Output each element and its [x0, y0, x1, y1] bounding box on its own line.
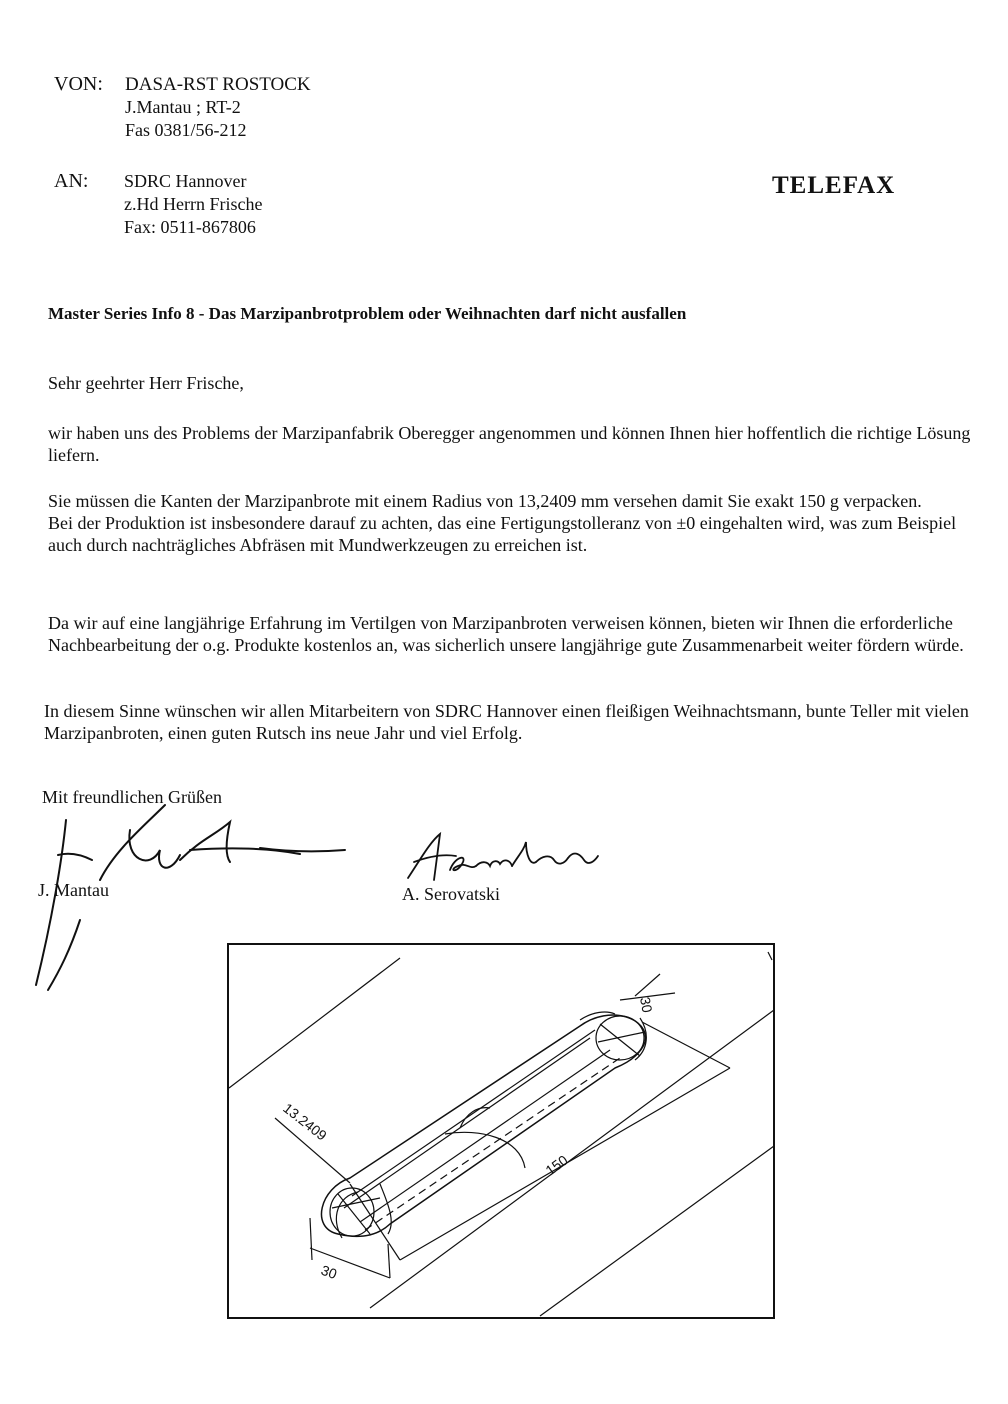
- sender-fax: Fas 0381/56-212: [125, 120, 247, 140]
- sender-block: [125, 73, 311, 142]
- closing: Mit freundlichen Grüßen: [42, 787, 222, 807]
- recipient-fax: Fax: 0511-867806: [124, 217, 256, 237]
- plane-edge-1: [229, 958, 400, 1088]
- recipient-block: [124, 170, 262, 239]
- sender-label: VON:: [54, 73, 103, 95]
- dimension-radius: 13.2409: [280, 1099, 330, 1144]
- subject-line: Master Series Info 8 - Das Marzipanbrotproblem oder Weihnachten darf nicht ausfallen: [48, 304, 687, 323]
- dimension-height: 30: [637, 995, 656, 1014]
- marzipan-bread-cad-drawing: [220, 938, 780, 1322]
- salutation: Sehr geehrter Herr Frische,: [48, 373, 244, 393]
- recipient-label: AN:: [54, 170, 89, 192]
- sender-company: DASA-RST ROSTOCK: [125, 74, 311, 95]
- document-type: TELEFAX: [772, 172, 896, 199]
- sender-person: J.Mantau ; RT-2: [125, 97, 241, 117]
- plane-edge-2: [370, 1010, 774, 1308]
- body-paragraph-1: wir haben uns des Problems der Marzipanfabrik Oberegger angenommen und können Ihnen hier hoffentlich die richtige Lösung liefern.: [48, 423, 971, 465]
- signatory-1-name: J. Mantau: [38, 880, 109, 900]
- dimension-width: 30: [318, 1261, 340, 1283]
- body-paragraph-4: In diesem Sinne wünschen wir allen Mitarbeitern von SDRC Hannover einen fleißigen Weihnachtsmann, bunte Teller mit vielen Marzipanbroten, einen guten Rutsch ins neue Jahr und viel Erfolg.: [44, 701, 969, 743]
- signature-serovatski: [400, 830, 610, 890]
- body-paragraph-2: [48, 490, 978, 556]
- recipient-attention: z.Hd Herrn Frische: [124, 194, 263, 214]
- bread-outline: [321, 1015, 645, 1236]
- body-paragraph-2a: Sie müssen die Kanten der Marzipanbrote mit einem Radius von 13,2409 mm versehen damit Sie exakt 150 g verpacken.: [48, 491, 922, 511]
- dimension-length: 150: [542, 1151, 571, 1179]
- plane-edge-3: [540, 1146, 774, 1316]
- body-paragraph-2b: Bei der Produktion ist insbesondere darauf zu achten, das eine Fertigungstolleranz von ±0 eingehalten wird, was zum Beispiel auch durch nachträgliches Abfräsen mit Mundwerkzeugen zu erreichen ist.: [48, 513, 957, 555]
- signatory-2-name: A. Serovatski: [402, 884, 500, 904]
- recipient-company: SDRC Hannover: [124, 171, 247, 191]
- body-paragraph-3: Da wir auf eine langjährige Erfahrung im Vertilgen von Marzipanbroten verweisen können, bieten wir Ihnen die erforderliche Nachbearbeitung der o.g. Produkte kostenlos an, was sicherlich unsere langjährige gute Zusammenarbeit weiter fördern würde.: [48, 613, 964, 655]
